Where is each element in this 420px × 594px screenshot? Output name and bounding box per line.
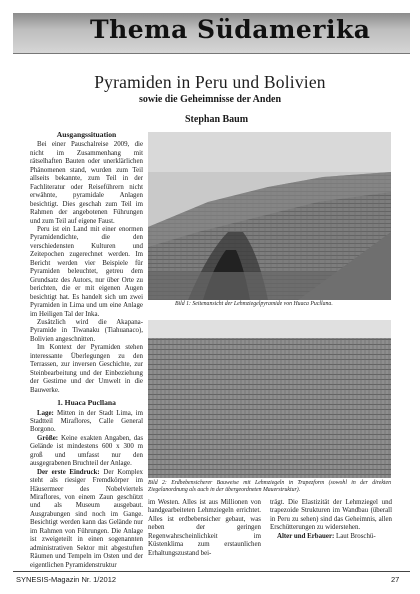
figure-caption-2: Bild 2: Erdbebensicherer Bauweise mit Lehmziegeln in Trapezform (sowohl in der direkten Ziegelanordnung als auch in der übergeordneten Mauerstruktur). [148, 480, 391, 494]
figure-caption-1: Bild 1: Seitenansicht der Lehmziegelpyramide von Huaca Pucllana. [175, 301, 333, 307]
heading-ausgangssituation: Ausgangssituation [56, 131, 117, 139]
article-title: Pyramiden in Peru und Bolivien [94, 72, 326, 92]
photo-adobe-brick-wall [148, 320, 391, 478]
paragraph: Bei einer Pauschalreise 2009, die nicht im Zusammenhang mit rätselhaften Bauten oder unerklärlichen Phänomenen stand, wurden zum Teil allseits bekannte, zum Teil in der Fachliteratur oder Reiseführern nicht erwähnte, pyramidale Anlagen besichtigt. Dies geschah zum Teil im Rahmen der angebotenen Führungen und zum Teil auf eigene Faust. [30, 141, 143, 225]
paragraph: trägt. Die Elastizität der Lehmziegel und trapezoide Strukturen im Wandbau (überall in Peru zu sehen) sind das Geheimnis, allen Erschütterungen zu widerstehen. [270, 499, 392, 532]
right-column [270, 499, 392, 565]
page-number: 27 [391, 575, 400, 584]
paragraph-lage: Lage: Mitten in der Stadt Lima, im Stadtteil Miraflores, Calle General Borgono. [30, 409, 143, 434]
left-column [30, 131, 143, 569]
heading-huaca-pucllana: 1. Huaca Pucllana [57, 398, 116, 408]
paragraph: im Westen. Alles ist aus Millionen von handgearbeiteten Lehmziegeln errichtet. Alles ist erdbebensicher gebaut, was neben der geringen Regenwahrscheinlichkeit im Küstenklima zum erstaunlichen Erhaltungszustand bei- [148, 499, 261, 557]
footer-rule [13, 571, 410, 572]
paragraph: Peru ist ein Land mit einer enormen Pyramidendichte, die den verschiedensten Kulturen und Zeitepochen zugerechnet werden. Im Bericht werden vier Beispiele für Pyramiden beleuchtet, getreu dem Grundsatz des Autors, nur über Orte zu berichten, die er mit eigenen Augen besichtigt hat. Es handelt sich um zwei Pyramiden in Lima und um eine Anlage im Heiligen Tal der Inka. [30, 225, 143, 318]
paragraph: Im Kontext der Pyramiden stehen interessante Überlegungen zu den Terrassen, zur inversen Geschichte, zur Steinbearbeitung und der Einbeziehung der Gestirne und der Umwelt in die Bauwerke. [30, 344, 143, 394]
paragraph-eindruck: Der erste Eindruck: Der Komplex steht als riesiger Fremdkörper im Häusermeer des Nobelviertels Miraflores, von einem Zaun geschützt und als Museum ausgebaut. Ausgrabungen sind noch im Gange. Besichtigt werden kann das Gelände nur im Rahmen von Führungen. Die Anlage ist zweigeteilt in einen sogenannten administrativen Sektor mit abgestuften Räumen und Tempeln im Osten und der eigentlichen Pyramidenstruktur [30, 468, 143, 569]
section-title: Thema Südamerika [90, 15, 371, 44]
paragraph-alter: Alter und Erbauer: Laut Broschü- [277, 532, 376, 540]
article-subtitle: sowie die Geheimnisse der Anden [138, 94, 282, 105]
photo-pyramid-side-view [148, 132, 391, 300]
middle-column [148, 499, 261, 565]
paragraph: Zusätzlich wird die Akapana-Pyramide in Tiwanaku (Tiahuanaco), Bolivien angeschnitten. [30, 318, 143, 343]
article-author: Stephan Baum [185, 114, 249, 125]
paragraph-groesse: Größe: Keine exakten Angaben, das Gelände ist mindestens 600 x 300 m groß und umfasst nur den ausgegrabenen Bruchteil der Anlage. [30, 434, 143, 468]
footer-magazine: SYNESIS-Magazin Nr. 1/2012 [16, 575, 117, 584]
